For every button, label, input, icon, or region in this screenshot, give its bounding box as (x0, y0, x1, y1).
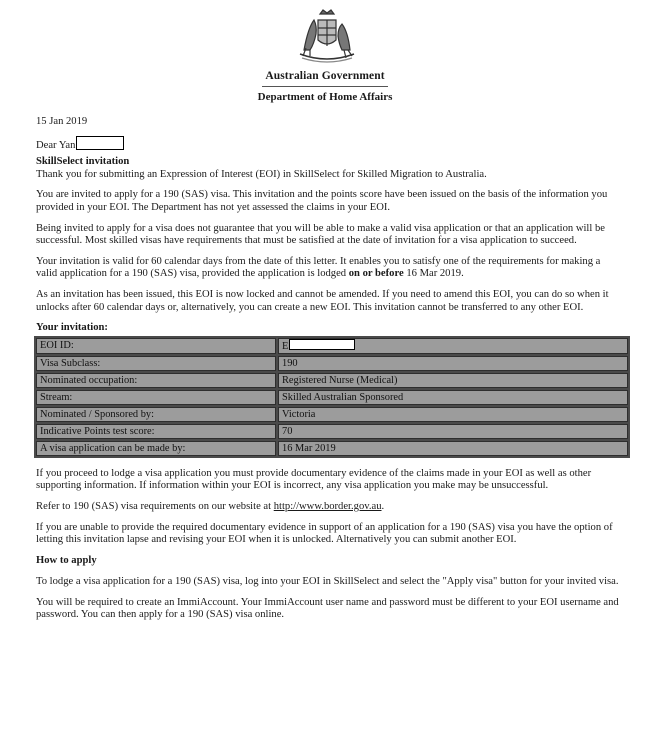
validity-date: 16 Mar 2019. (403, 268, 464, 280)
validity-emphasis: on or before (348, 268, 404, 280)
section-title: SkillSelect invitation (36, 156, 130, 168)
how-to-apply-heading: How to apply (36, 554, 97, 566)
invitation-row (36, 424, 628, 439)
invitation-value-text: E (282, 340, 289, 352)
paragraph-lodge: To lodge a visa application for a 190 (SAS) visa, log into your EOI in SkillSelect and select the "Apply visa" button for your invited visa. (36, 576, 619, 588)
invitation-label: A visa application can be made by: (36, 441, 276, 456)
invitation-value-text: 70 (282, 425, 293, 437)
paragraph-validity (36, 256, 624, 281)
invitation-label: Indicative Points test score: (36, 424, 276, 439)
divider (262, 86, 388, 87)
invitation-value-text: Skilled Australian Sponsored (282, 391, 404, 403)
paragraph-lapse: If you are unable to provide the required documentary evidence in support of an application for a 190 (SAS) visa you have the option of letting this invitation lapse and revising your EOI when it is unlocked. Alternatively you can submit another EOI. (36, 521, 613, 546)
paragraph-guarantee: Being invited to apply for a visa does not guarantee that you will be able to make a valid visa application or that an application will be successful. Most skilled visas have requirements that must be satisfied at the date of invitation for a visa application to succeed. (36, 222, 605, 247)
invitation-value (278, 441, 628, 456)
invitation-table (34, 336, 630, 458)
invitation-title: Your invitation: (36, 322, 108, 334)
letter-body (36, 116, 624, 630)
letter-date: 15 Jan 2019 (36, 116, 88, 127)
greeting (36, 136, 624, 153)
invitation-label: Stream: (36, 390, 276, 405)
website-suffix: . (381, 500, 385, 512)
invitation-row (36, 356, 628, 371)
coat-of-arms-icon (296, 8, 358, 64)
invitation-row (36, 441, 628, 456)
border-website-link[interactable]: http://www.border.gov.au (273, 500, 382, 512)
invitation-value-text: Victoria (282, 408, 316, 420)
redacted-eoi-id (289, 339, 355, 350)
letterhead (0, 0, 650, 110)
invitation-value (278, 390, 628, 405)
invitation-value-text: Registered Nurse (Medical) (282, 374, 398, 386)
invitation-row (36, 407, 628, 422)
invitation-row (36, 390, 628, 405)
invitation-value-text: 16 Mar 2019 (282, 442, 336, 454)
redacted-name (76, 136, 124, 150)
website-text: Refer to 190 (SAS) visa requirements on our website at (36, 500, 274, 512)
paragraph-intro: Thank you for submitting an Expression of Interest (EOI) in SkillSelect for Skilled Migration to Australia. (36, 168, 487, 180)
invitation-value-text: 190 (282, 357, 298, 369)
invitation-label: Nominated occupation: (36, 373, 276, 388)
invitation-label: Visa Subclass: (36, 356, 276, 371)
invitation-value (278, 407, 628, 422)
greeting-text: Dear Yan (36, 139, 76, 151)
paragraph-evidence: If you proceed to lodge a visa application you must provide documentary evidence of the claims made in your EOI as well as other supporting information. If information within your EOI is incorrect, any visa application you make may be unsuccessful. (36, 467, 592, 492)
validity-text: Your invitation is valid for 60 calendar days from the date of this letter. It enables you to satisfy one of the requirements for making a valid application for a 190 (SAS) visa, provided the application is lodged (36, 255, 601, 280)
paragraph-website (36, 501, 624, 514)
paragraph-immiaccount: You will be required to create an ImmiAccount. Your ImmiAccount user name and password must be different to your EOI username and password. You can then apply for a 190 (SAS) visa online. (36, 596, 619, 621)
invitation-value (278, 338, 628, 354)
invitation-label: Nominated / Sponsored by: (36, 407, 276, 422)
government-name: Australian Government (265, 70, 385, 82)
invitation-value (278, 373, 628, 388)
paragraph-locked: As an invitation has been issued, this EOI is now locked and cannot be amended. If you need to amend this EOI, you can do so when it unlocks after 60 calendar days or, alternatively, you can create a new EOI. This invitation cannot be transferred to any other EOI. (36, 288, 609, 313)
paragraph-invited: You are invited to apply for a 190 (SAS) visa. This invitation and the points score have been issued on the basis of the information you provided in your EOI. The Department has not yet assessed the claims in your EOI. (36, 189, 608, 213)
invitation-label: EOI ID: (36, 338, 276, 354)
invitation-value (278, 356, 628, 371)
department-name: Department of Home Affairs (257, 91, 393, 103)
invitation-row (36, 338, 628, 354)
invitation-value (278, 424, 628, 439)
invitation-row (36, 373, 628, 388)
